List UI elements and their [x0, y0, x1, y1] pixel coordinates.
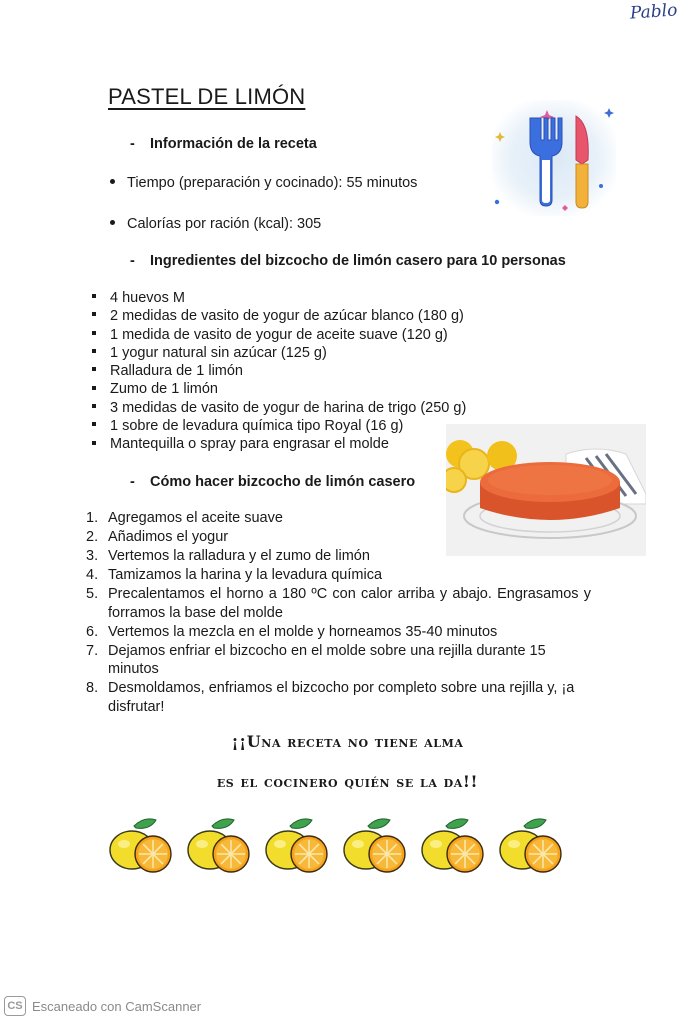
- scanner-footer: [4, 996, 201, 1016]
- step-text: Añadimos el yogur: [108, 529, 229, 545]
- step-number: 5.: [86, 586, 99, 602]
- step-text: Agregamos el aceite suave: [108, 510, 283, 526]
- list-item: 1 yogur natural sin azúcar (125 g): [92, 344, 466, 362]
- list-item: [86, 547, 591, 566]
- list-item: Ralladura de 1 limón: [92, 362, 466, 380]
- step-number: 1.: [86, 510, 99, 526]
- lemon-icon: [186, 814, 254, 878]
- list-item: [86, 566, 591, 585]
- list-item: [86, 528, 591, 547]
- section-dash: -: [130, 136, 135, 152]
- scanner-footer-text: Escaneado con CamScanner: [32, 998, 202, 1014]
- list-item: 1 medida de vasito de yogur de aceite suave (120 g): [92, 326, 466, 344]
- page-title: PASTEL DE LIMÓN: [108, 84, 306, 109]
- info-item-calories: Calorías por ración (kcal): 305: [110, 216, 321, 232]
- ingredient-list: [92, 289, 466, 454]
- lemon-icon: [264, 814, 332, 878]
- step-text: Vertemos la mezcla en el molde y horneamos 35-40 minutos: [108, 623, 498, 640]
- list-item: Mantequilla o spray para engrasar el molde: [92, 435, 466, 453]
- signature: Pablo: [628, 0, 678, 24]
- step-text: Tamizamos la harina y la levadura química: [108, 567, 383, 583]
- list-item: 1 sobre de levadura química tipo Royal (16 g): [92, 417, 466, 435]
- list-item: [86, 585, 591, 622]
- step-text: Dejamos enfriar el bizcocho en el molde sobre una rejilla durante 15 minutos: [108, 642, 546, 677]
- fork-knife-icon: [492, 100, 616, 216]
- section-heading-ingredients: [130, 253, 566, 269]
- list-item: 3 medidas de vasito de yogur de harina de trigo (250 g): [92, 399, 466, 417]
- section-heading-ingredients-text: Ingredientes del bizcocho de limón casero para 10 personas: [150, 253, 566, 269]
- list-item: [86, 679, 591, 716]
- info-item-time: Tiempo (preparación y cocinado): 55 minutos: [110, 175, 417, 191]
- camscanner-logo-icon: CS: [4, 996, 26, 1016]
- section-heading-howto-text: Cómo hacer bizcocho de limón casero: [150, 474, 416, 490]
- step-number: 6.: [86, 623, 99, 640]
- list-item: [86, 509, 591, 528]
- lemon-icon: [342, 814, 410, 878]
- step-text: Desmoldamos, enfriamos el bizcocho por completo sobre una rejilla y, ¡a disfrutar!: [108, 680, 575, 715]
- quote-text: es el cocinero quién se la da!!: [216, 772, 479, 791]
- step-number: 2.: [86, 529, 99, 545]
- quote-line-2: [0, 772, 695, 791]
- lemon-icon: [420, 814, 488, 878]
- quote-line-1: [0, 732, 695, 751]
- list-item: 4 huevos M: [92, 289, 466, 307]
- list-item: 2 medidas de vasito de yogur de azúcar blanco (180 g): [92, 307, 466, 325]
- section-dash: -: [130, 253, 135, 269]
- lemon-icon: [108, 814, 176, 878]
- list-item: [86, 623, 591, 642]
- section-heading-info: [130, 136, 317, 152]
- lemon-row: [108, 814, 578, 878]
- step-number: 7.: [86, 642, 99, 659]
- section-heading-info-text: Información de la receta: [150, 136, 317, 152]
- list-item: [86, 642, 591, 679]
- section-heading-howto: [130, 474, 415, 490]
- list-item: Zumo de 1 limón: [92, 380, 466, 398]
- step-text: Precalentamos el horno a 180 ºC con calor arriba y abajo. Engrasamos y forramos la base del molde: [108, 586, 591, 621]
- step-number: 8.: [86, 680, 99, 696]
- lemon-icon: [498, 814, 566, 878]
- step-text: Vertemos la ralladura y el zumo de limón: [108, 548, 370, 564]
- section-dash: -: [130, 474, 135, 490]
- step-number: 3.: [86, 548, 99, 564]
- quote-text: ¡¡Una receta no tiene alma: [231, 732, 464, 751]
- step-number: 4.: [86, 567, 99, 583]
- steps-list: [86, 509, 591, 717]
